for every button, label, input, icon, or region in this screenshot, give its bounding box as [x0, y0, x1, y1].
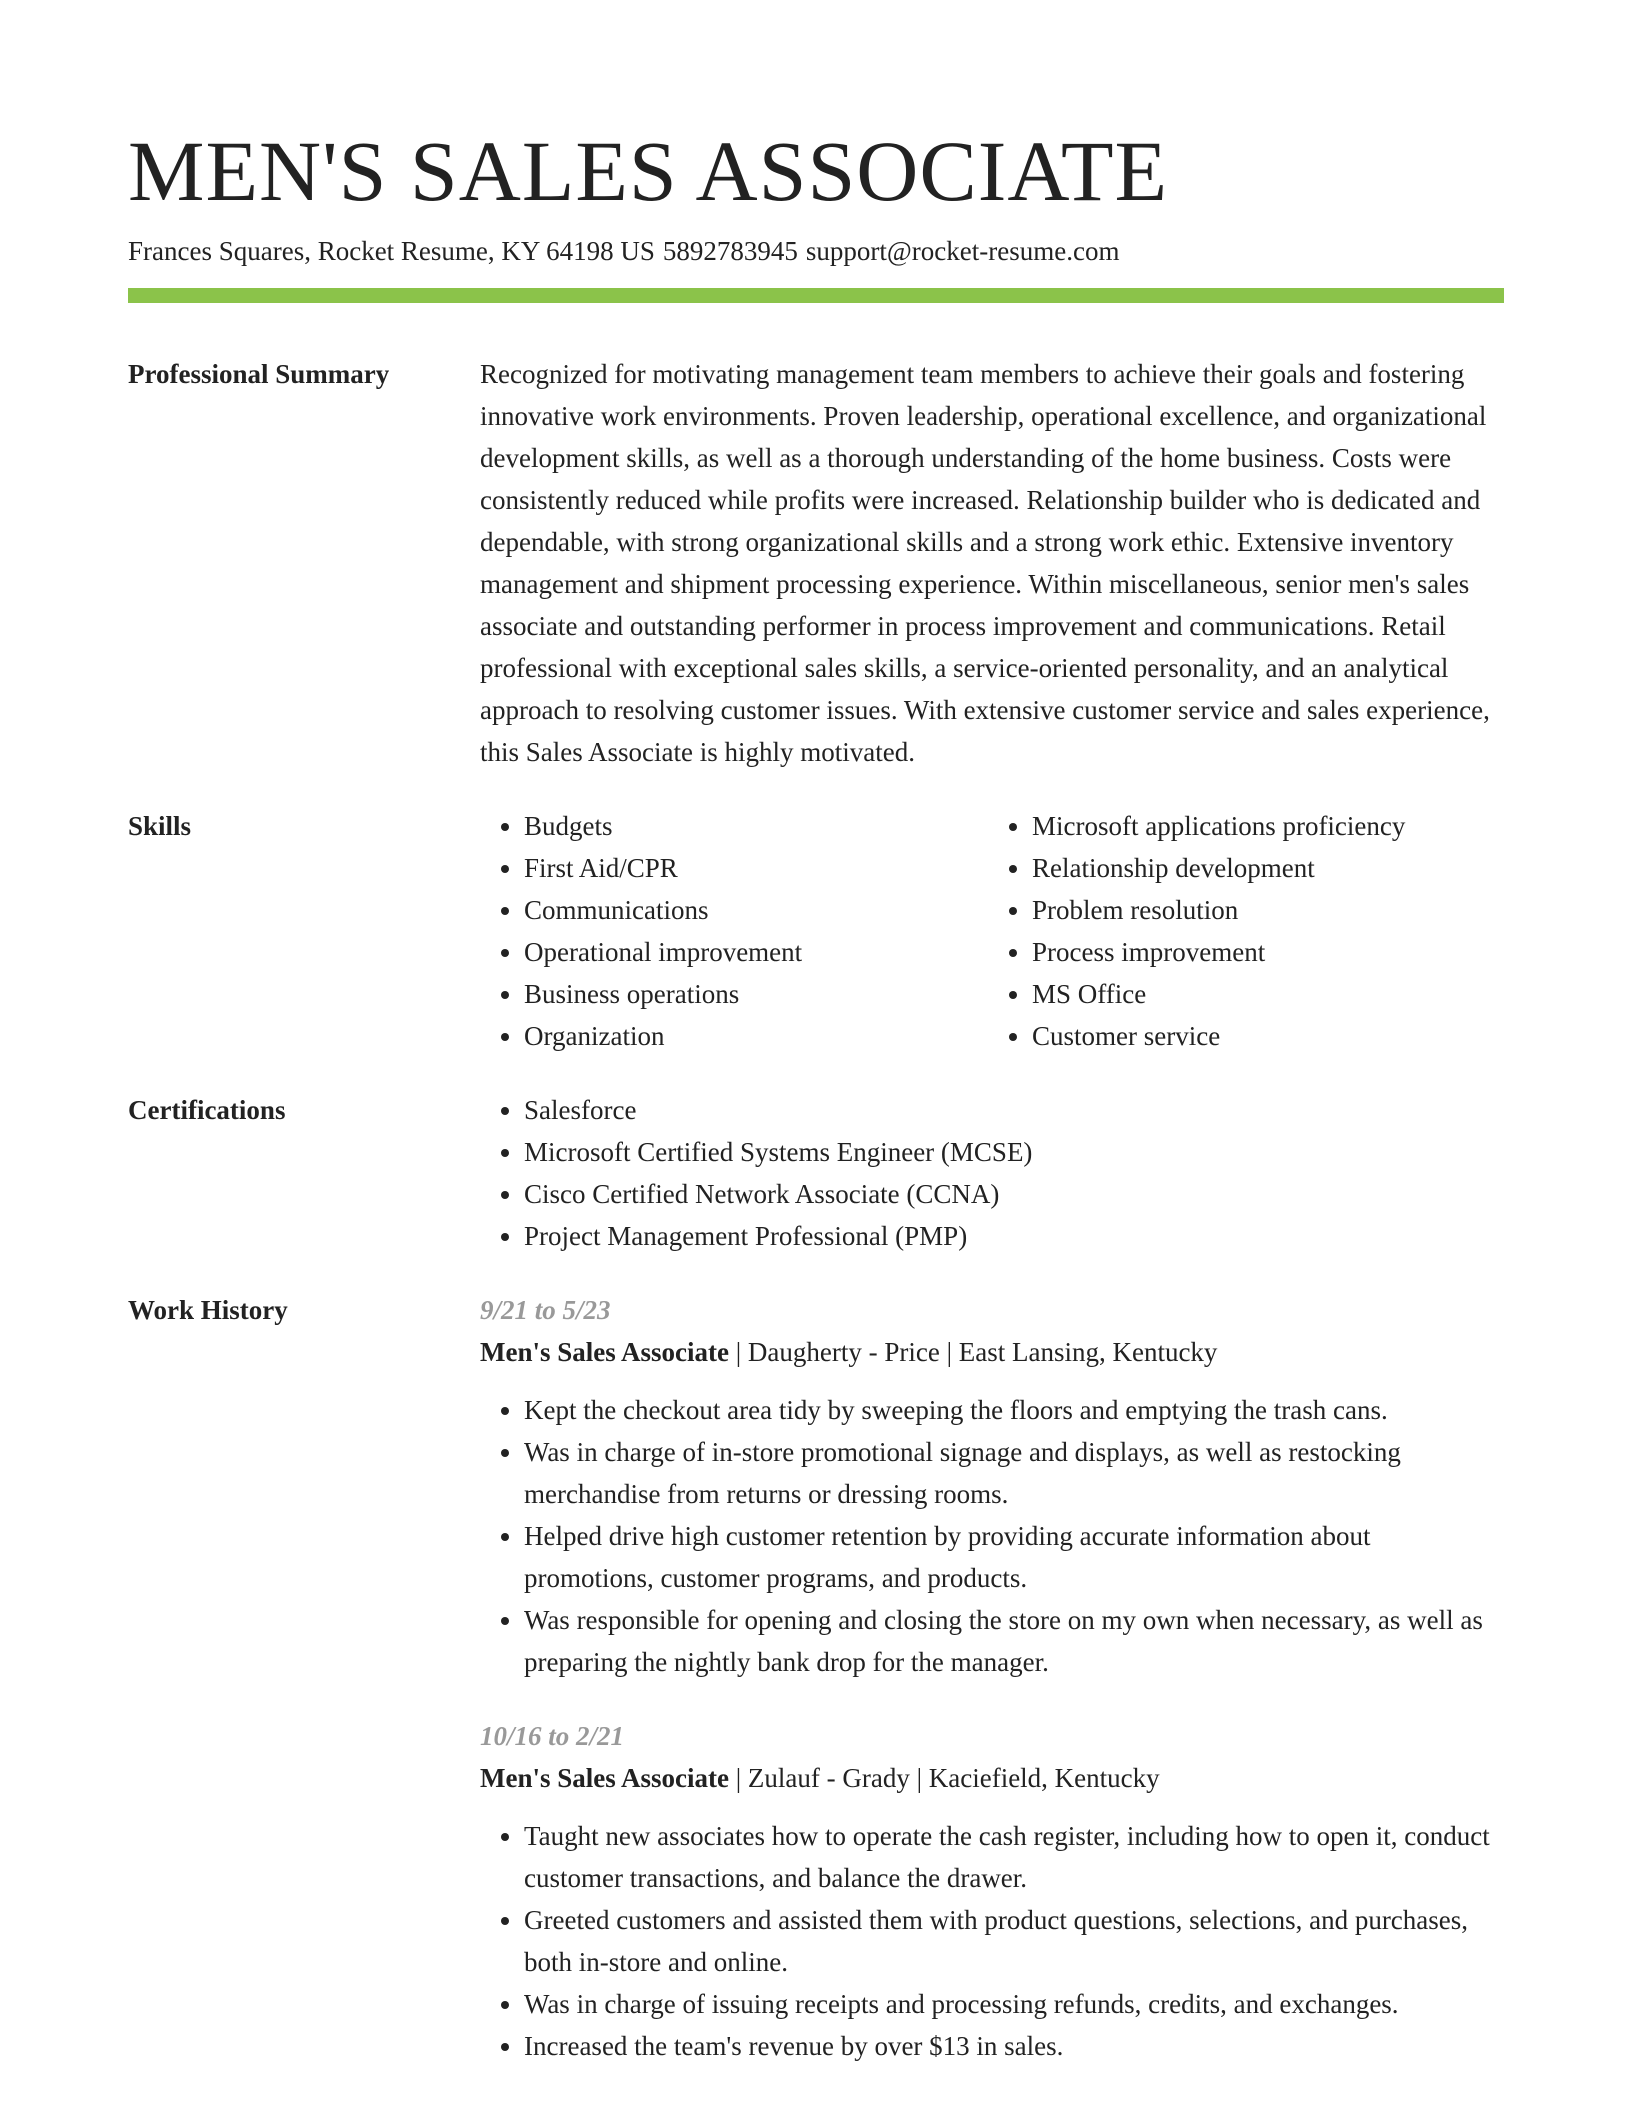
job-bullet: • Was responsible for opening and closing the store on my own when necessary, as well as preparing the nightly bank drop for the manager.: [524, 1599, 1504, 1683]
certifications-list: [480, 1089, 1504, 1257]
job-heading: [480, 1757, 1504, 1799]
certifications-body: [480, 1089, 1504, 1257]
section-label-summary: Professional Summary: [128, 359, 390, 389]
job-bullet: • Kept the checkout area tidy by sweeping the floors and emptying the trash cans.: [524, 1389, 1504, 1431]
job-bullet: • Was in charge of issuing receipts and processing refunds, credits, and exchanges.: [524, 1983, 1504, 2025]
job-dates: 10/16 to 2/21: [480, 1721, 625, 1751]
skill-item: • First Aid/CPR: [524, 847, 984, 889]
job-bullet-list: [480, 1815, 1504, 2067]
work-history-body: [480, 1289, 1504, 2067]
summary-body: [480, 353, 1504, 773]
contact-email: support@rocket-resume.com: [805, 236, 1120, 266]
resume-page: [128, 0, 1504, 2067]
contact-address: Frances Squares, Rocket Resume, KY 64198 US: [128, 236, 655, 266]
certification-item: • Salesforce: [524, 1089, 1504, 1131]
skill-item: • Problem resolution: [1032, 889, 1492, 931]
skill-item: • Customer service: [1032, 1015, 1492, 1057]
job-bullet: • Taught new associates how to operate the cash register, including how to open it, conduct customer transactions, and balance the drawer.: [524, 1815, 1504, 1899]
section-label-skills: Skills: [128, 811, 192, 841]
summary-section: [128, 353, 1504, 773]
header-divider: [128, 288, 1504, 303]
summary-text: Recognized for motivating management team members to achieve their goals and fostering innovative work environments. Proven leadership, operational excellence, and organizational development skills, as well as a thorough understanding of the home business. Costs were consistently reduced while profits were increased. Relationship builder who is dedicated and dependable, with strong organizational skills and a strong work ethic. Extensive inventory management and shipment processing experience. Within miscellaneous, senior men's sales associate and outstanding performer in process improvement and communications. Retail professional with exceptional sales skills, a service-oriented personality, and an analytical approach to resolving customer issues. With extensive customer service and sales experience, this Sales Associate is highly motivated.: [480, 359, 1490, 767]
job-bullet: • Was in charge of in-store promotional signage and displays, as well as restocking merchandise from returns or dressing rooms.: [524, 1431, 1504, 1515]
skill-item: • Relationship development: [1032, 847, 1492, 889]
job-title: Men's Sales Associate: [480, 1763, 729, 1793]
job-bullet: • Greeted customers and assisted them with product questions, selections, and purchases, both in-store and online.: [524, 1899, 1504, 1983]
skill-item: • Organization: [524, 1015, 984, 1057]
skills-list-left: [480, 805, 984, 1057]
skill-item: • Operational improvement: [524, 931, 984, 973]
job-bullet: • Helped drive high customer retention by providing accurate information about promotions, customer programs, and products.: [524, 1515, 1504, 1599]
certification-item: • Project Management Professional (PMP): [524, 1215, 1504, 1257]
skill-item: • Process improvement: [1032, 931, 1492, 973]
certification-item: • Microsoft Certified Systems Engineer (MCSE): [524, 1131, 1504, 1173]
skill-item: • MS Office: [1032, 973, 1492, 1015]
job-dates: 9/21 to 5/23: [480, 1295, 611, 1325]
certifications-section: [128, 1089, 1504, 1257]
skills-body: [480, 805, 1504, 1057]
job-entry: [480, 1289, 1504, 1683]
certification-item: • Cisco Certified Network Associate (CCNA): [524, 1173, 1504, 1215]
contact-line: [128, 234, 1504, 268]
skills-section: [128, 805, 1504, 1057]
skills-columns: [480, 805, 1504, 1057]
job-heading: [480, 1331, 1504, 1373]
skills-list-right: [984, 805, 1492, 1057]
job-title: Men's Sales Associate: [480, 1337, 729, 1367]
skill-item: • Communications: [524, 889, 984, 931]
work-history-section: [128, 1289, 1504, 2067]
section-label-certifications: Certifications: [128, 1095, 286, 1125]
section-label-work-history: Work History: [128, 1295, 288, 1325]
skill-item: • Budgets: [524, 805, 984, 847]
skill-item: • Microsoft applications proficiency: [1032, 805, 1492, 847]
job-bullet: • Increased the team's revenue by over $13 in sales.: [524, 2025, 1504, 2067]
job-details: | Daugherty - Price | East Lansing, Kentucky: [729, 1337, 1218, 1367]
job-entry: [480, 1715, 1504, 2067]
page-title: MEN'S SALES ASSOCIATE: [128, 123, 1169, 219]
job-details: | Zulauf - Grady | Kaciefield, Kentucky: [729, 1763, 1160, 1793]
skill-item: • Business operations: [524, 973, 984, 1015]
contact-phone: 5892783945: [662, 236, 798, 266]
job-bullet-list: [480, 1389, 1504, 1683]
